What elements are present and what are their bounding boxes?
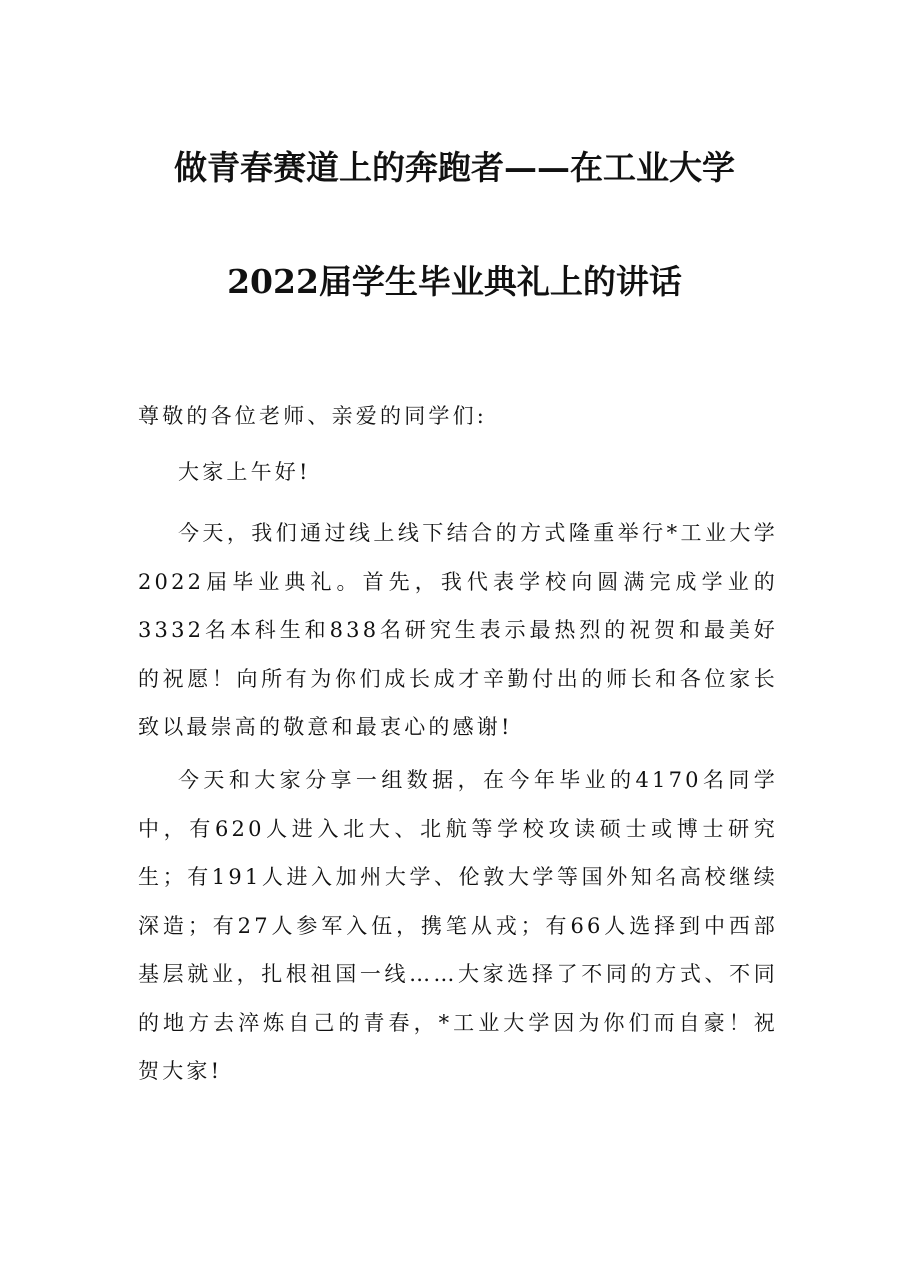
greeting: 大家上午好!	[178, 460, 311, 484]
document-title-line-2: 2022届学生毕业典礼上的讲话	[227, 262, 682, 301]
document-title-line-1: 做青春赛道上的奔跑者——在工业大学	[174, 148, 735, 187]
salutation: 尊敬的各位老师、亲爱的同学们:	[138, 404, 488, 428]
paragraph-1: 今天，我们通过线上线下结合的方式隆重举行*工业大学2022届毕业典礼。首先，我代表学校向圆满完成学业的3332名本科生和838名研究生表示最热烈的祝贺和最美好的祝愿！向所有为你们成长成才辛勤付出的师长和各位家长致以最崇高的敬意和最衷心的感谢!	[138, 521, 778, 739]
paragraph-2: 今天和大家分享一组数据，在今年毕业的4170名同学中，有620人进入北大、北航等学校攻读硕士或博士研究生；有191人进入加州大学、伦敦大学等国外知名高校继续深造；有27人参军入伍，携笔从戎；有66人选择到中西部基层就业，扎根祖国一线……大家选择了不同的方式、不同的地方去淬炼自己的青春，*工业大学因为你们而自豪！祝贺大家!	[138, 768, 778, 1083]
